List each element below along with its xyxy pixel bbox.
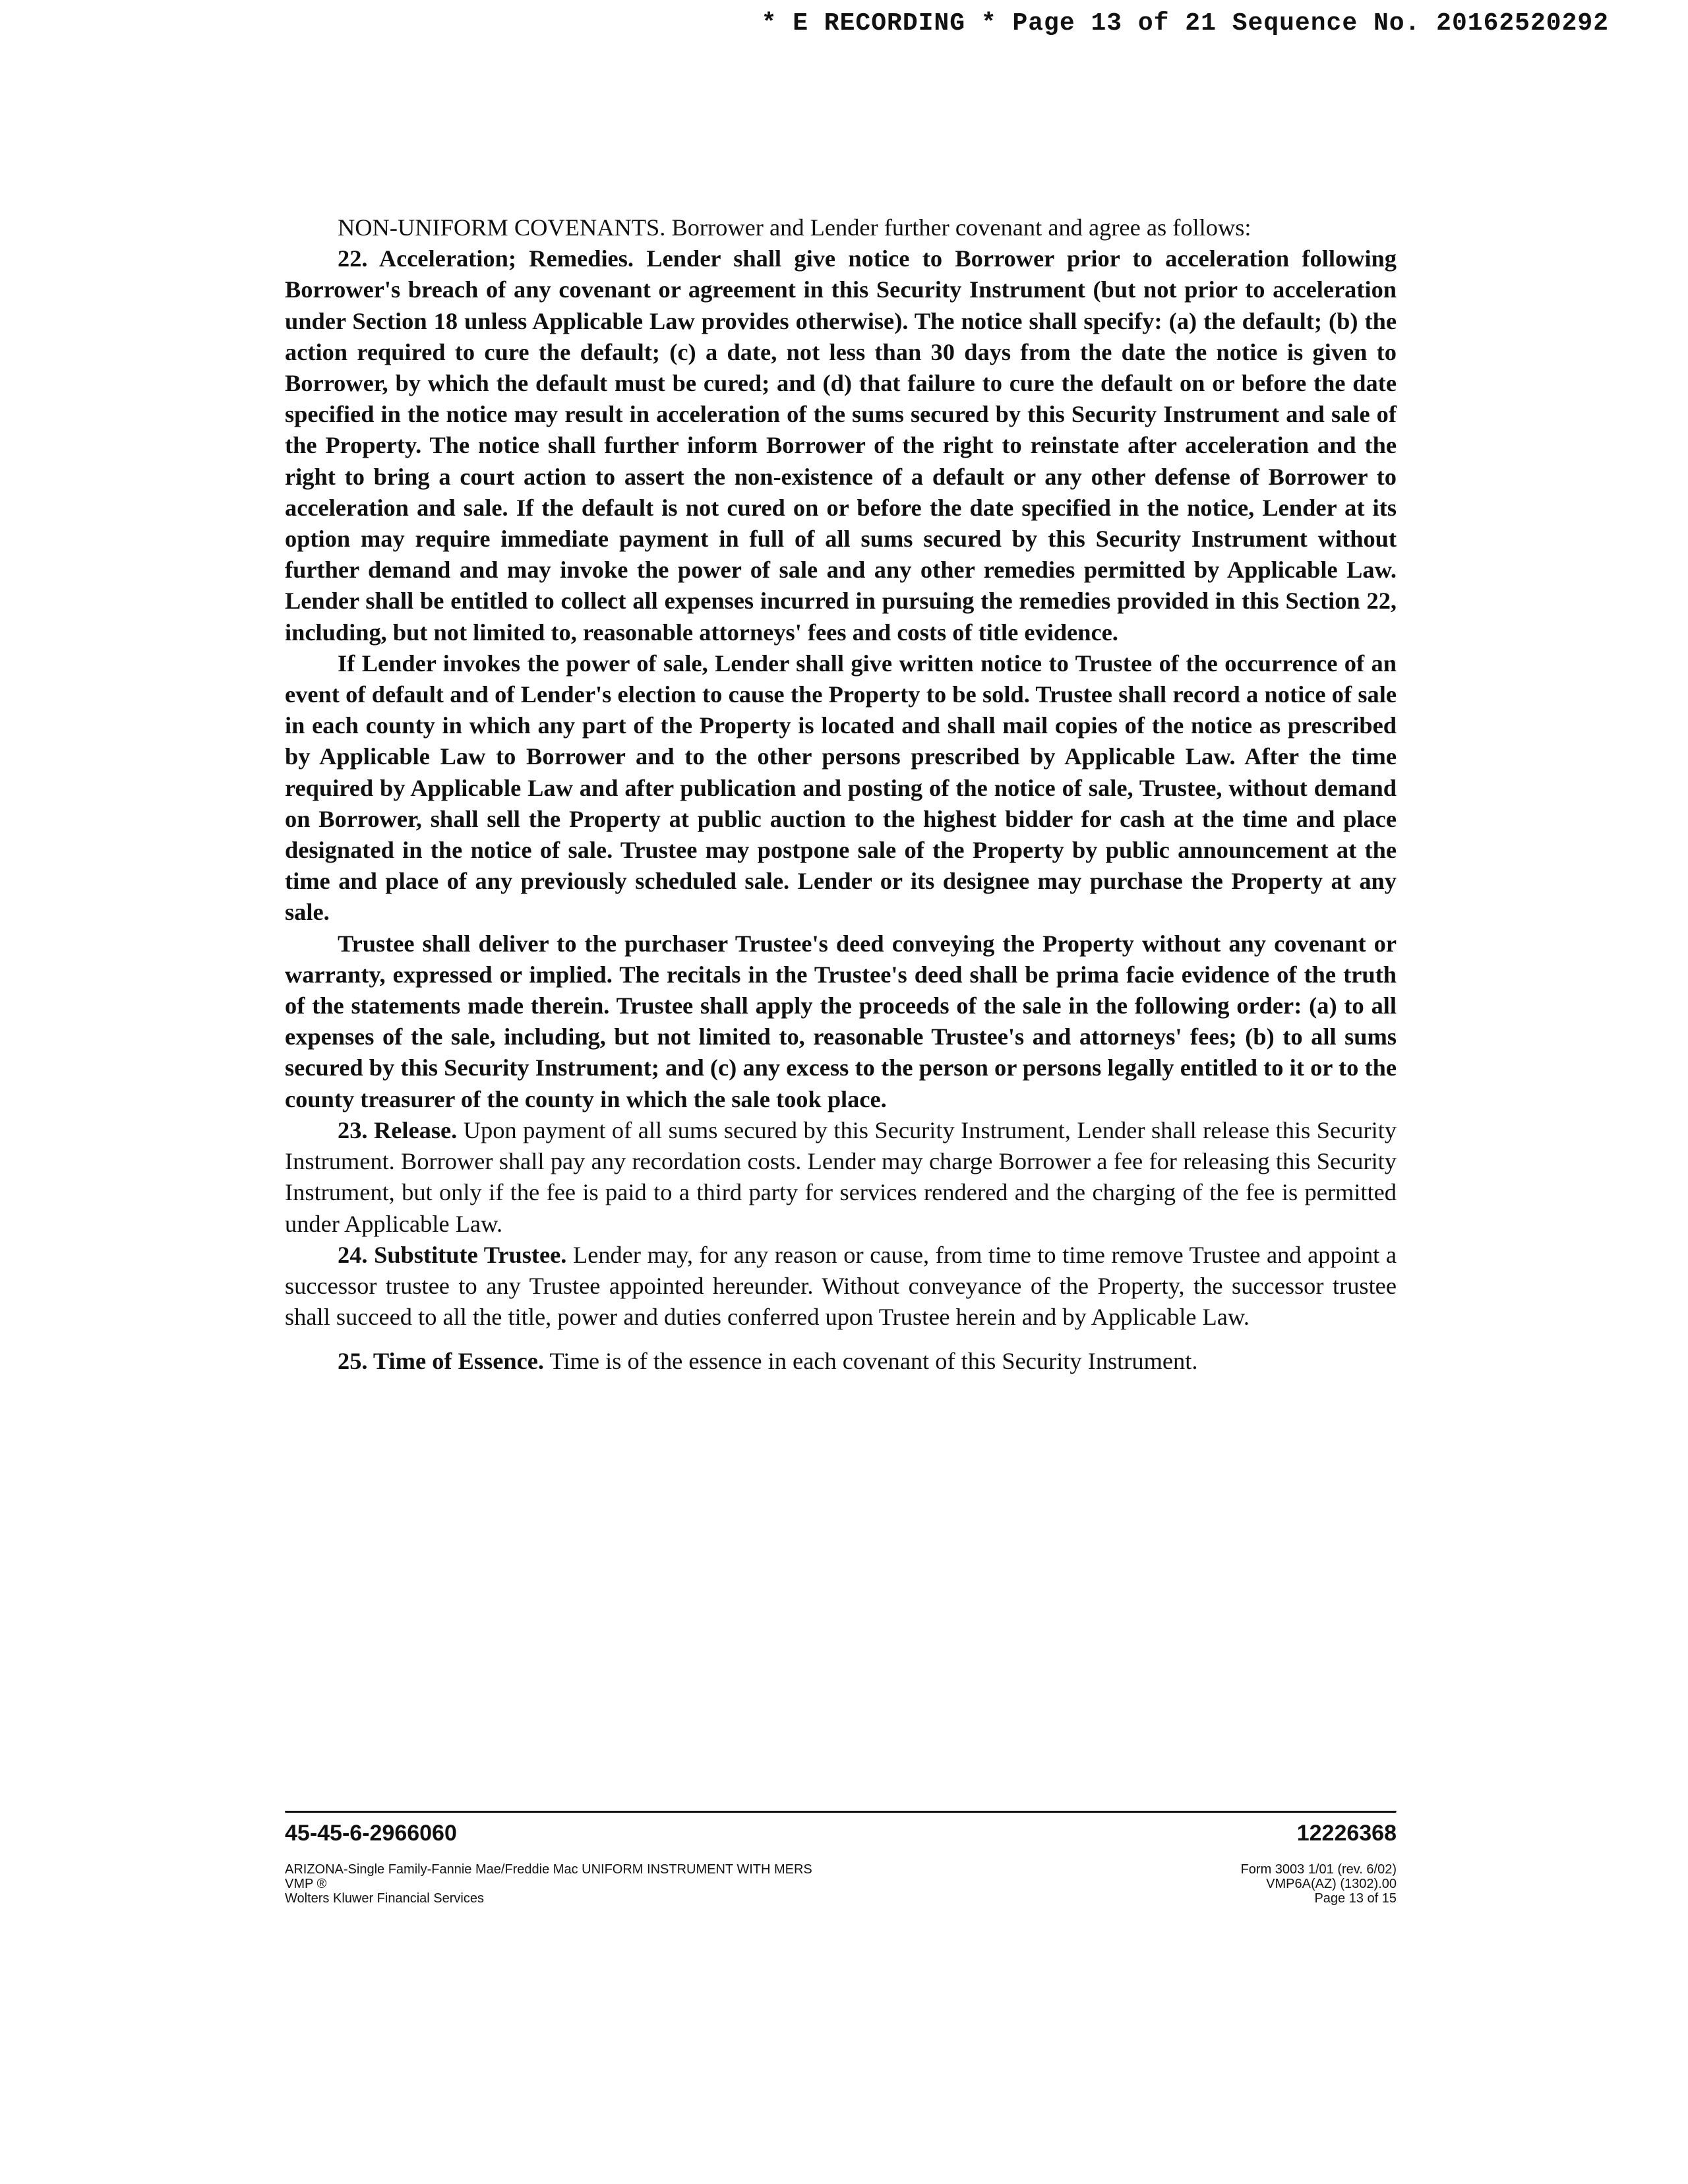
section-25-heading: 25. Time of Essence. (338, 1348, 545, 1375)
footer-page-number: Page 13 of 15 (1314, 1891, 1397, 1906)
recording-header: * E RECORDING * Page 13 of 21 Sequence No. 20162520292 (761, 9, 1609, 38)
footer-vmp-code: VMP6A(AZ) (1302).00 (1266, 1877, 1397, 1891)
footer-vmp-mark: VMP ® (285, 1877, 327, 1891)
section-24-text: Lender may, for any reason or cause, from time to time remove Trustee and appoint a successor trustee to any Trustee appointed hereunder. Without conveyance of the Property, the successor trustee shall succeed to all the title, power and duties conferred upon Trustee herein and by Applicable Law. (285, 1241, 1397, 1331)
footer-form-ids (1241, 1862, 1397, 1906)
section-22-paragraph-3: Trustee shall deliver to the purchaser Trustee's deed conveying the Property without any covenant or warranty, expressed or implied. The recitals in the Trustee's deed shall be prima facie evidence of the truth of the statements made therein. Trustee shall apply the proceeds of the sale in the following order: (a) to all expenses of the sale, including, but not limited to, reasonable Trustee's and attorneys' fees; (b) to all sums secured by this Security Instrument; and (c) any excess to the person or persons legally entitled to it or to the county treasurer of the county in which the sale took place. (285, 930, 1397, 1112)
intro-paragraph: NON-UNIFORM COVENANTS. Borrower and Lender further covenant and agree as follows: (338, 214, 1251, 241)
footer-form-number: Form 3003 1/01 (rev. 6/02) (1240, 1862, 1397, 1877)
footer-numbers-row (285, 1813, 1397, 1848)
footer-publisher: Wolters Kluwer Financial Services (285, 1891, 484, 1906)
section-25-paragraph (285, 1346, 1397, 1377)
section-24-paragraph (285, 1240, 1397, 1333)
section-22-heading: 22. Acceleration; Remedies. (338, 245, 634, 272)
section-23-text: Upon payment of all sums secured by this Security Instrument, Lender shall release this Security Instrument. Borrower shall pay any recordation costs. Lender may charge Borrower a fee for releasing this Security Instrument, but only if the fee is paid to a third party for services rendered and the charging of the fee is permitted under Applicable Law. (285, 1116, 1397, 1237)
footer-form-info-row (285, 1862, 1397, 1906)
page-footer (285, 1811, 1397, 1906)
section-22-paragraph (285, 243, 1397, 648)
footer-form-description (285, 1862, 812, 1906)
section-23-paragraph (285, 1115, 1397, 1240)
section-22-text: Lender shall give notice to Borrower prior to acceleration following Borrower's breach of any covenant or agreement in this Security Instrument (but not prior to acceleration under Section 18 unless Applicable Law provides otherwise). The notice shall specify: (a) the default; (b) the action required to cure the default; (c) a date, not less than 30 days from the date the notice is given to Borrower, by which the default must be cured; and (d) that failure to cure the default on or before the date specified in the notice may result in acceleration of the sums secured by this Security Instrument and sale of the Property. The notice shall further inform Borrower of the right to reinstate after acceleration and the right to bring a court action to assert the non-existence of a default or any other defense of Borrower to acceleration and sale. If the default is not cured on or before the date specified in the notice, Lender at its option may require immediate payment in full of all sums secured by this Security Instrument without further demand and may invoke the power of sale and any other remedies permitted by Applicable Law. Lender shall be entitled to collect all expenses incurred in pursuing the remedies provided in this Section 22, including, but not limited to, reasonable attorneys' fees and costs of title evidence. (285, 245, 1397, 646)
section-25-text: Time is of the essence in each covenant of this Security Instrument. (544, 1348, 1198, 1375)
section-24-heading: 24. Substitute Trustee. (338, 1241, 567, 1268)
footer-form-title: ARIZONA-Single Family-Fannie Mae/Freddie Mac UNIFORM INSTRUMENT WITH MERS (285, 1862, 812, 1877)
document-body (285, 212, 1397, 1378)
min-number: 12226368 (1296, 1821, 1397, 1846)
section-23-heading: 23. Release. (338, 1116, 458, 1143)
section-22-paragraph-2: If Lender invokes the power of sale, Lender shall give written notice to Trustee of the occurrence of an event of default and of Lender's election to cause the Property to be sold. Trustee shall record a notice of sale in each county in which any part of the Property is located and shall mail copies of the notice as prescribed by Applicable Law to Borrower and to the other persons prescribed by Applicable Law. After the time required by Applicable Law and after publication and posting of the notice of sale, Trustee, without demand on Borrower, shall sell the Property at public auction to the highest bidder for cash at the time and place designated in the notice of sale. Trustee may postpone sale of the Property by public announcement at the time and place of any previously scheduled sale. Lender or its designee may purchase the Property at any sale. (285, 650, 1397, 926)
loan-number: 45-45-6-2966060 (285, 1821, 457, 1846)
